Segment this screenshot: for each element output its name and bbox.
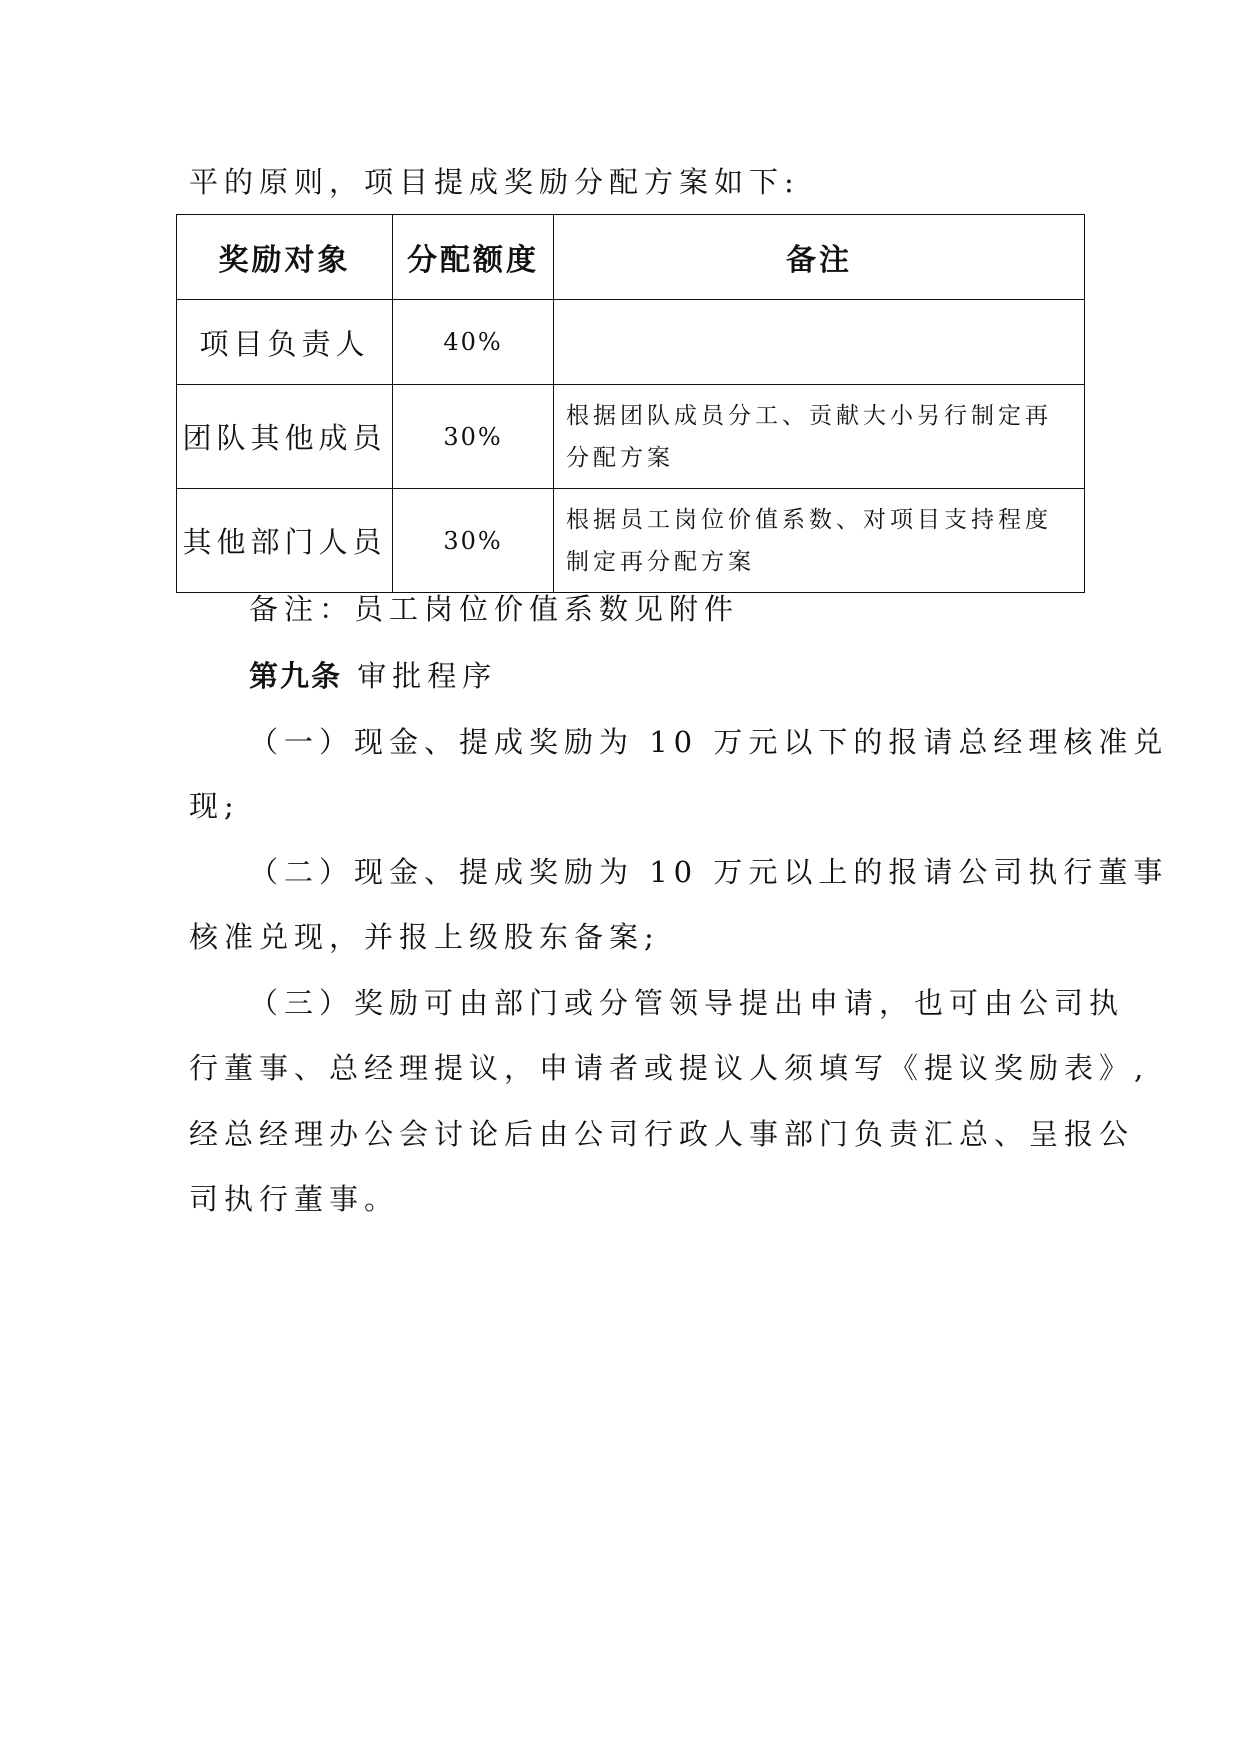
table-row — [177, 489, 1085, 593]
row-share: 30% — [393, 385, 554, 489]
allocation-table — [176, 214, 1085, 593]
clause-1-line-2: 现; — [189, 789, 240, 823]
row-note: 根据团队成员分工、贡献大小另行制定再分配方案 — [554, 385, 1085, 489]
clause-1-line-1: （一）现金、提成奖励为 10 万元以下的报请总经理核准兑 — [249, 725, 1169, 759]
row-note: 根据员工岗位价值系数、对项目支持程度制定再分配方案 — [554, 489, 1085, 593]
table-row — [177, 385, 1085, 489]
header-target: 奖励对象 — [177, 215, 393, 300]
clause-3-line-3: 经总经理办公会讨论后由公司行政人事部门负责汇总、呈报公 — [189, 1117, 1135, 1151]
intro-line: 平的原则，项目提成奖励分配方案如下: — [189, 165, 800, 199]
row-target: 其他部门人员 — [177, 489, 393, 593]
article-nine — [249, 656, 497, 696]
clause-2-line-2: 核准兑现，并报上级股东备案; — [189, 920, 660, 954]
article-title: 审批程序 — [357, 659, 498, 693]
row-note — [554, 300, 1085, 385]
header-share: 分配额度 — [393, 215, 554, 300]
row-target: 团队其他成员 — [177, 385, 393, 489]
clause-3-line-2: 行董事、总经理提议，申请者或提议人须填写《提议奖励表》, — [189, 1051, 1150, 1085]
clause-3-line-4: 司执行董事。 — [189, 1182, 400, 1216]
article-heading: 第九条 — [249, 659, 343, 693]
table-row — [177, 300, 1085, 385]
table-header-row — [177, 215, 1085, 300]
table-remark: 备注：员工岗位价值系数见附件 — [249, 592, 740, 626]
row-share: 30% — [393, 489, 554, 593]
row-share: 40% — [393, 300, 554, 385]
clause-3-line-1: （三）奖励可由部门或分管领导提出申请，也可由公司执 — [249, 986, 1125, 1020]
row-target: 项目负责人 — [177, 300, 393, 385]
clause-2-line-1: （二）现金、提成奖励为 10 万元以上的报请公司执行董事 — [249, 855, 1169, 889]
header-note: 备注 — [554, 215, 1085, 300]
